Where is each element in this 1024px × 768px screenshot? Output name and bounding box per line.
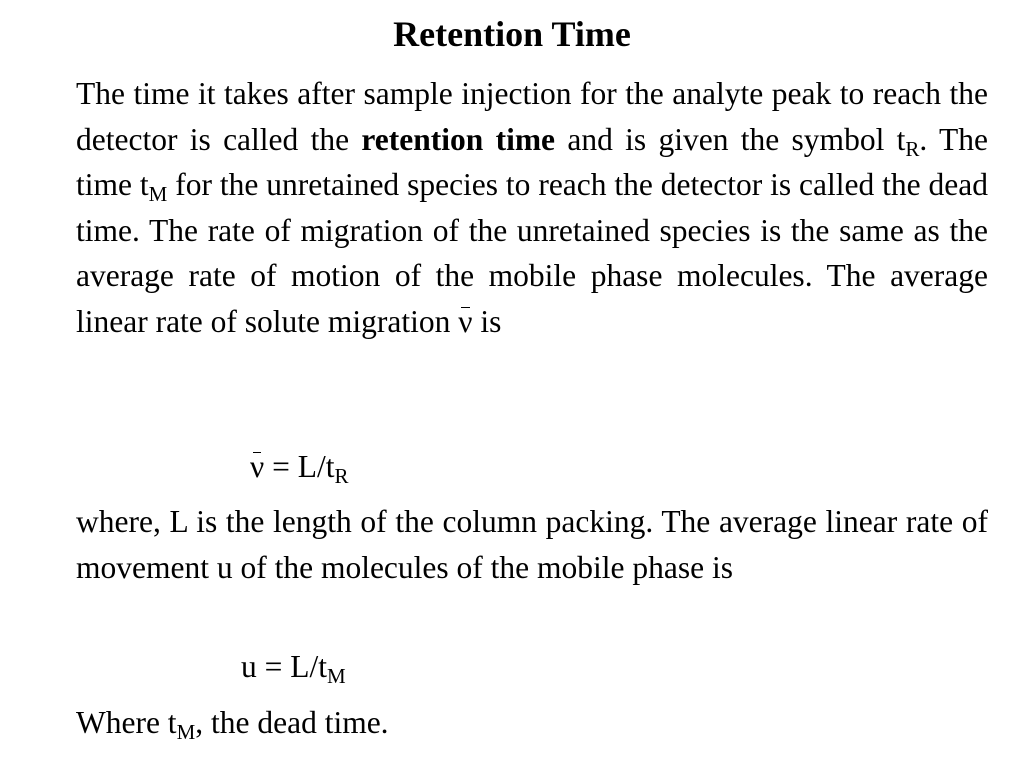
- para1-text-3: . The time t: [76, 121, 988, 202]
- para1-text-2: and is given the symbol t: [555, 121, 906, 157]
- equation2-text: u = L/t: [241, 649, 328, 684]
- para3-subscript: M: [176, 720, 196, 744]
- paragraph-dead-time: [76, 700, 988, 746]
- retention-time-term: retention time: [361, 121, 556, 157]
- equation1-v-bar: ν: [250, 444, 264, 490]
- equation-solute-migration-rate: [250, 444, 349, 490]
- paragraph-column-length: where, L is the length of the column packing. The average linear rate of movement u of the molecules of the mobile phase is: [76, 504, 988, 585]
- para1-text-5: is: [472, 303, 502, 339]
- para3-text-1: Where t: [76, 705, 177, 740]
- equation1-rhs: = L/t: [264, 449, 335, 484]
- paragraph-retention-definition: [76, 71, 988, 344]
- subscript-m: M: [148, 182, 168, 206]
- slide-title: Retention Time: [393, 14, 631, 54]
- equation2-subscript: M: [327, 664, 346, 688]
- para1-text-4: for the unretained species to reach the detector is called the dead time. The rate of migration of the unretained species is the same as the average rate of motion of the mobile phase molecules. The average linear rate of solute migration: [76, 167, 988, 339]
- equation1-subscript: R: [334, 464, 349, 488]
- para3-text-2: , the dead time.: [195, 705, 389, 740]
- para1-text-1: The time it takes after sample injection for the analyte peak to reach the detector is called the: [76, 76, 988, 157]
- subscript-r: R: [905, 136, 920, 161]
- equation-mobile-phase-rate: [241, 644, 346, 690]
- v-bar-symbol: ν: [458, 299, 472, 345]
